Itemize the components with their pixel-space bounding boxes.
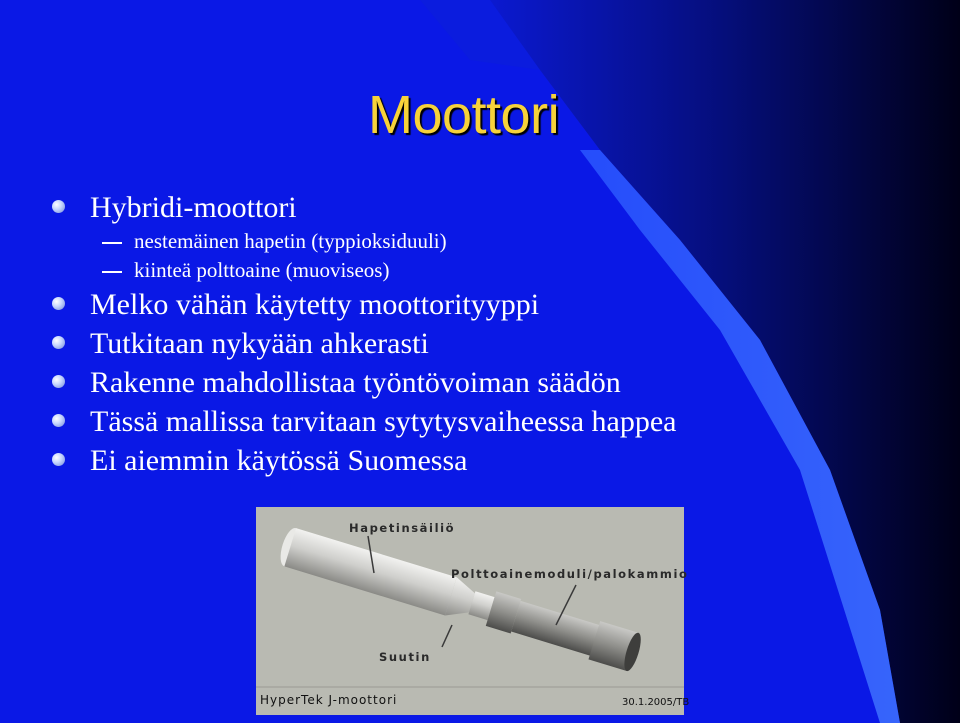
- bullet-text: Hybridi-moottori: [90, 191, 297, 224]
- sub-bullet-text: nestemäinen hapetin (typpioksiduuli): [134, 229, 447, 253]
- bullet-text: Rakenne mahdollistaa työntövoiman säädön: [90, 366, 621, 399]
- engine-illustration: [256, 507, 684, 715]
- sub-bullet-item: [52, 256, 676, 285]
- sub-bullet-item: [52, 227, 676, 256]
- bullet-text: Tässä mallissa tarvitaan sytytysvaiheessa happea: [90, 405, 677, 438]
- bullet-item: [52, 285, 676, 324]
- dash-icon: [102, 271, 122, 273]
- bullet-item: [52, 324, 676, 363]
- bullet-text: Tutkitaan nykyään ahkerasti: [90, 327, 429, 360]
- fuel-module-label: Polttoainemoduli/palokammio: [451, 567, 689, 581]
- bullet-item: [52, 363, 676, 402]
- bullet-icon: [52, 200, 65, 213]
- sub-bullet-text: kiinteä polttoaine (muoviseos): [134, 258, 390, 282]
- bullet-list: [52, 188, 676, 480]
- figure-credit: 30.1.2005/TB: [622, 697, 690, 708]
- dash-icon: [102, 242, 122, 244]
- bullet-text: Ei aiemmin käytössä Suomessa: [90, 444, 468, 477]
- slide-title: Moottori: [368, 85, 560, 145]
- bullet-icon: [52, 414, 65, 427]
- oxidizer-tank-label: Hapetinsäiliö: [349, 521, 456, 535]
- bullet-icon: [52, 453, 65, 466]
- figure-caption: HyperTek J-moottori: [260, 693, 398, 707]
- engine-figure: [256, 507, 690, 715]
- bullet-item: [52, 441, 676, 480]
- bullet-icon: [52, 336, 65, 349]
- bullet-icon: [52, 375, 65, 388]
- bullet-text: Melko vähän käytetty moottorityyppi: [90, 288, 540, 321]
- bullet-icon: [52, 297, 65, 310]
- bullet-item: [52, 188, 676, 227]
- bullet-item: [52, 402, 676, 441]
- nozzle-label: Suutin: [379, 650, 431, 664]
